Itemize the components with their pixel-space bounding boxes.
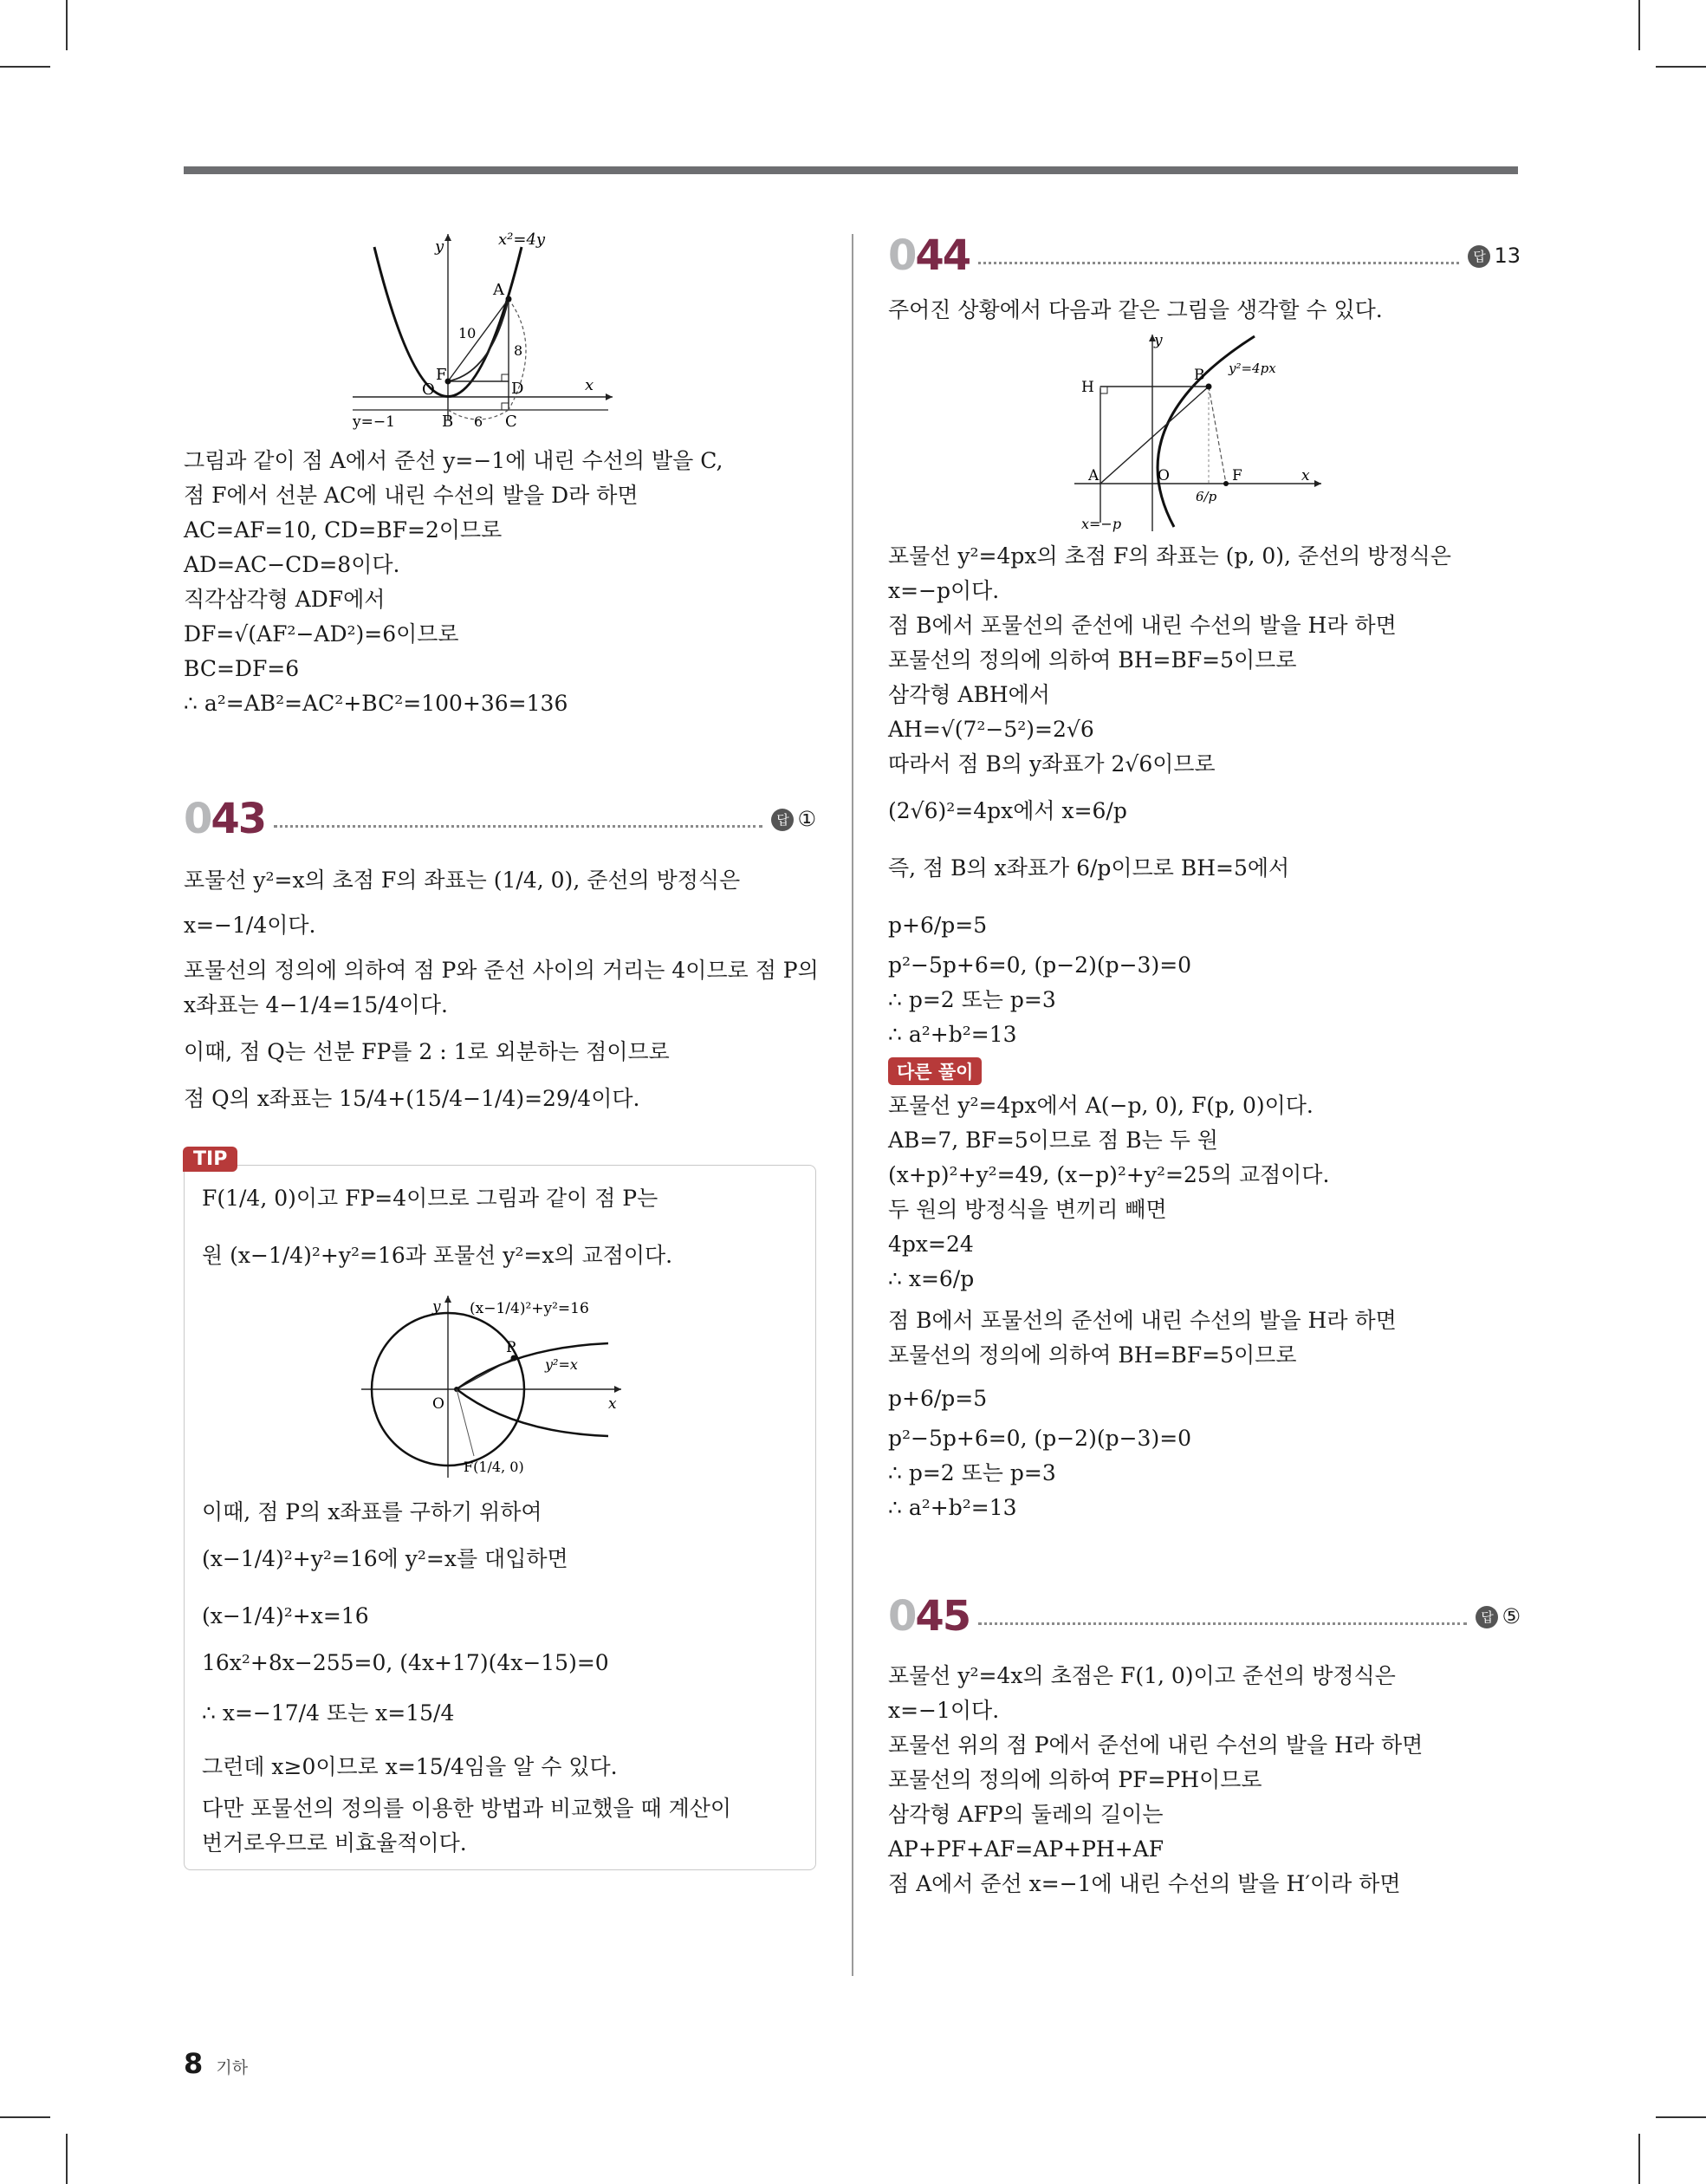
dotted-rule: [978, 1622, 1467, 1625]
text-line: 점 B에서 포물선의 준선에 내린 수선의 발을 H라 하면: [888, 1308, 1397, 1333]
text-line: 포물선 y²=4px의 초점 F의 좌표는 (p, 0), 준선의 방정식은: [888, 543, 1451, 569]
text-line: 점 F에서 선분 AC에 내린 수선의 발을 D라 하면: [184, 483, 639, 508]
text-line: 포물선의 정의에 의하여 BH=BF=5이므로: [888, 1342, 1297, 1368]
fig-label: 10: [458, 325, 477, 341]
fig-label: (x−1/4)²+y²=16: [470, 1300, 589, 1317]
fig-label: O: [432, 1395, 444, 1413]
fig-label: x=−p: [1081, 516, 1122, 532]
text-line: ∴ p=2 또는 p=3: [888, 1460, 1056, 1485]
section-number: 043: [184, 795, 266, 843]
fig-label: O: [422, 380, 435, 399]
text-line: ∴ p=2 또는 p=3: [888, 987, 1056, 1012]
text-line: 포물선의 정의에 의하여 BH=BF=5이므로: [888, 647, 1297, 673]
solution-042-text: [184, 444, 816, 721]
fig-label: B: [442, 413, 454, 431]
fig-label: F(1/4, 0): [464, 1459, 524, 1475]
fig-label: y²=4px: [1229, 361, 1276, 376]
text-line: ∴ a²=AB²=AC²+BC²=100+36=136: [184, 691, 568, 716]
text-line: AP+PF+AF=AP+PH+AF: [888, 1836, 1164, 1862]
text-line: 삼각형 AFP의 둘레의 길이는: [888, 1802, 1164, 1827]
fig-label: x²=4y: [498, 231, 546, 249]
text-line: 포물선 y²=x의 초점 F의 좌표는 (1/4, 0), 준선의 방정식은: [184, 868, 741, 893]
fig-label: B: [1194, 367, 1205, 384]
crop-mark: [0, 66, 50, 68]
text-line: 포물선 y²=4x의 초점은 F(1, 0)이고 준선의 방정식은: [888, 1663, 1396, 1688]
fig-label: D: [511, 380, 524, 398]
page-section: 기하: [216, 2058, 249, 2077]
text-line: ∴ x=−17/4 또는 x=15/4: [202, 1700, 455, 1726]
parabola-figure-042: [344, 225, 656, 437]
text-line: AB=7, BF=5이므로 점 B는 두 원: [888, 1128, 1218, 1153]
crop-mark: [1638, 2134, 1640, 2184]
crop-mark: [1638, 0, 1640, 50]
crop-mark: [66, 0, 68, 50]
text-line: 직각삼각형 ADF에서: [184, 587, 386, 612]
text-line: (x−1/4)²+y²=16에 y²=x를 대입하면: [202, 1546, 568, 1571]
fig-label: 6/p: [1196, 489, 1217, 504]
fig-label: A: [1088, 467, 1099, 484]
text-line: 16x²+8x−255=0, (4x+17)(4x−15)=0: [202, 1650, 609, 1675]
solution-043-text: [184, 863, 819, 1116]
text-line: 두 원의 방정식을 변끼리 빼면: [888, 1197, 1167, 1222]
section-number: 045: [888, 1592, 970, 1641]
crop-mark: [66, 2134, 68, 2184]
text-line: 포물선 y²=4px에서 A(−p, 0), F(p, 0)이다.: [888, 1093, 1314, 1118]
fig-label: x: [1301, 467, 1310, 484]
text-line: F(1/4, 0)이고 FP=4이므로 그림과 같이 점 P는: [202, 1186, 658, 1211]
alt-solution-044-text: [888, 1089, 1521, 1525]
text-line: 점 B에서 포물선의 준선에 내린 수선의 발을 H라 하면: [888, 613, 1397, 638]
text-line: 포물선 위의 점 P에서 준선에 내린 수선의 발을 H라 하면: [888, 1732, 1424, 1758]
text-line: p+6/p=5: [888, 913, 988, 938]
page-number: 8: [184, 2047, 204, 2080]
text-line: 따라서 점 B의 y좌표가 2√6이므로: [888, 751, 1216, 777]
text-line: x=−p이다.: [888, 578, 1000, 603]
text-line: 점 A에서 준선 x=−1에 내린 수선의 발을 H′이라 하면: [888, 1871, 1401, 1896]
fig-label: x: [585, 376, 594, 394]
page-footer: [184, 2047, 248, 2080]
text-line: 점 Q의 x좌표는 15/4+(15/4−1/4)=29/4이다.: [184, 1086, 640, 1111]
dotted-rule: [274, 825, 762, 828]
text-line: 이때, 점 Q는 선분 FP를 2 : 1로 외분하는 점이므로: [184, 1039, 670, 1064]
text-line: p²−5p+6=0, (p−2)(p−3)=0: [888, 952, 1192, 978]
text-line: 원 (x−1/4)²+y²=16과 포물선 y²=x의 교점이다.: [202, 1243, 673, 1268]
fig-label: P: [506, 1339, 516, 1356]
text-line: 4px=24: [888, 1232, 974, 1257]
solution-044-text: [888, 539, 1521, 1052]
text-line: 그림과 같이 점 A에서 준선 y=−1에 내린 수선의 발을 C,: [184, 448, 723, 473]
text-line: x=−1이다.: [888, 1698, 1000, 1723]
text-line: 이때, 점 P의 x좌표를 구하기 위하여: [202, 1499, 542, 1524]
text-line: AD=AC−CD=8이다.: [184, 552, 400, 577]
text-line: AH=√(7²−5²)=2√6: [888, 717, 1094, 742]
fig-label: F: [436, 366, 447, 384]
text-line: (x−1/4)²+x=16: [202, 1603, 369, 1628]
text-line: 삼각형 ABH에서: [888, 682, 1050, 707]
text-line: 즉, 점 B의 x좌표가 6/p이므로 BH=5에서: [888, 855, 1290, 881]
section-number: 044: [888, 231, 970, 280]
tip-box: [184, 1148, 816, 1870]
text-line: p²−5p+6=0, (p−2)(p−3)=0: [888, 1426, 1192, 1451]
text-line: 포물선의 정의에 의하여 점 P와 준선 사이의 거리는 4이므로 점 P의: [184, 958, 819, 983]
text-line: 주어진 상황에서 다음과 같은 그림을 생각할 수 있다.: [888, 297, 1383, 322]
fig-label: y=−1: [353, 413, 395, 431]
fig-label: y: [432, 1298, 441, 1316]
crop-mark: [1656, 2116, 1706, 2118]
text-line: p+6/p=5: [888, 1386, 988, 1411]
text-line: 포물선의 정의에 의하여 PF=PH이므로: [888, 1767, 1262, 1792]
text-line: 번거로우므로 비효율적이다.: [202, 1830, 467, 1856]
solution-045-text: [888, 1659, 1521, 1901]
fig-label: y: [435, 237, 444, 256]
fig-label: 6: [474, 413, 483, 430]
column-divider: [852, 234, 853, 1976]
tip-label: TIP: [183, 1147, 237, 1172]
text-line: 그런데 x≥0이므로 x=15/4임을 알 수 있다.: [202, 1754, 618, 1779]
section-044-header: [888, 225, 1521, 286]
dotted-rule: [978, 262, 1459, 264]
text-line: ∴ a²+b²=13: [888, 1022, 1017, 1047]
answer-label: 답 13: [1468, 244, 1521, 268]
text-line: (2√6)²=4px에서 x=6/p: [888, 798, 1127, 823]
text-line: (x+p)²+y²=49, (x−p)²+y²=25의 교점이다.: [888, 1162, 1330, 1187]
fig-label: y²=x: [545, 1356, 578, 1373]
fig-label: 8: [514, 342, 523, 359]
section-043-header: [184, 789, 816, 849]
section-045-header: [888, 1586, 1521, 1647]
answer-label: 답 ①: [771, 807, 816, 831]
fig-label: A: [493, 281, 504, 299]
fig-label: C: [505, 413, 517, 431]
text-line: DF=√(AF²−AD²)=6이므로: [184, 621, 459, 647]
text-line: AC=AF=10, CD=BF=2이므로: [184, 517, 503, 543]
text-line: x=−1/4이다.: [184, 913, 316, 938]
fig-label: F: [1232, 467, 1242, 484]
left-column: [184, 225, 819, 1870]
header-bar: [184, 166, 1518, 174]
text-line: ∴ a²+b²=13: [888, 1495, 1017, 1520]
fig-label: H: [1081, 379, 1094, 396]
fig-label: O: [1158, 467, 1170, 484]
answer-label: 답 ⑤: [1476, 1604, 1521, 1628]
fig-label: y: [1154, 332, 1163, 349]
crop-mark: [1656, 66, 1706, 68]
alt-solution-label: 다른 풀이: [888, 1057, 982, 1085]
text-line: x좌표는 4−1/4=15/4이다.: [184, 992, 448, 1017]
fig-label: x: [608, 1395, 617, 1413]
text-line: 다만 포물선의 정의를 이용한 방법과 비교했을 때 계산이: [202, 1796, 732, 1821]
text-line: ∴ x=6/p: [888, 1266, 975, 1291]
text-line: BC=DF=6: [184, 656, 300, 681]
parabola-figure-044: [1074, 328, 1334, 539]
circle-parabola-figure: [361, 1287, 639, 1490]
crop-mark: [0, 2116, 50, 2118]
right-column: [888, 225, 1521, 1901]
